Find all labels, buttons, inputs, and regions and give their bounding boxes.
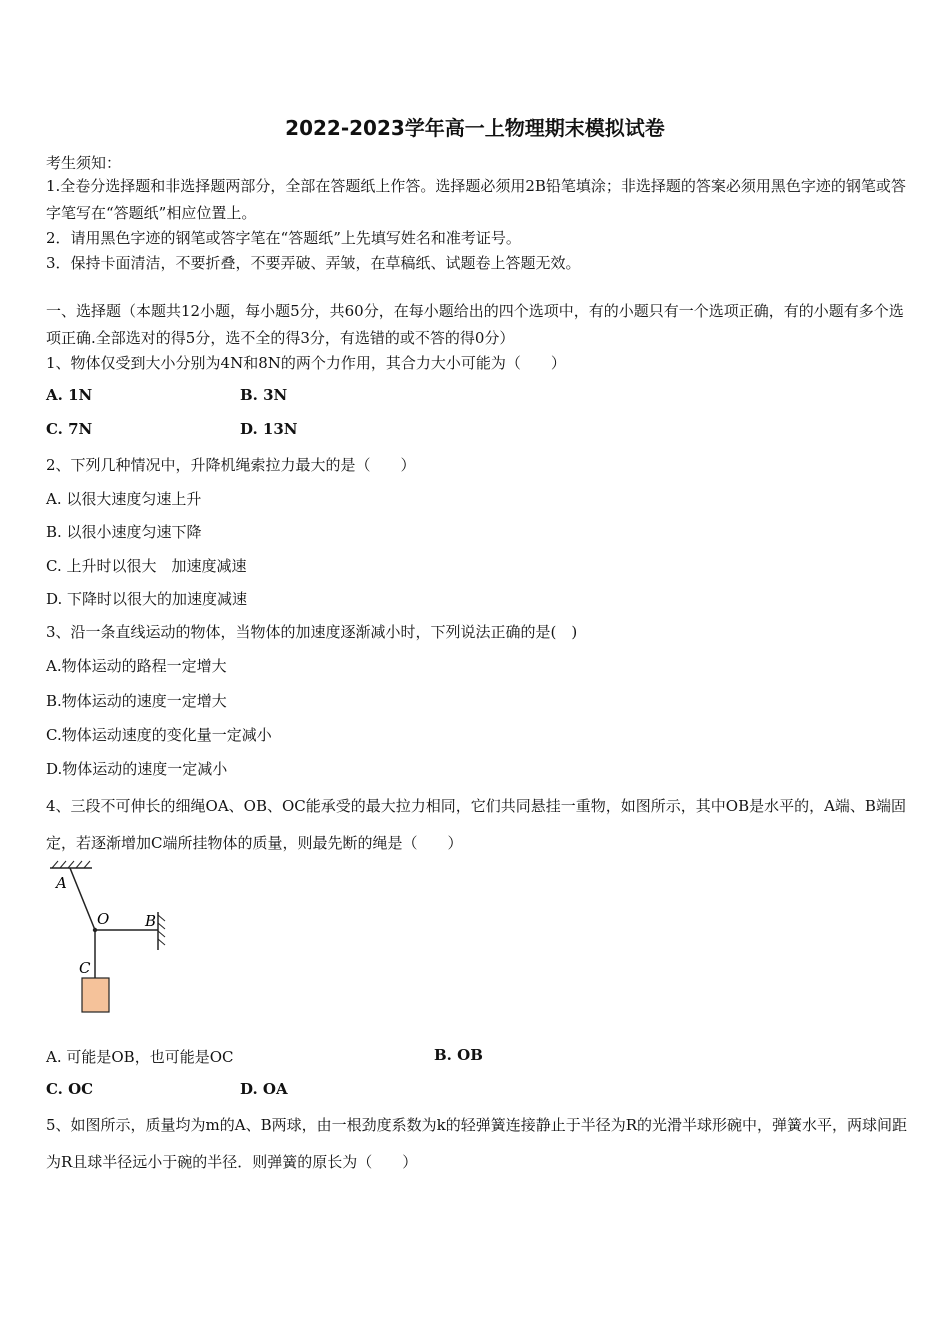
figure-label-b: B xyxy=(145,912,157,930)
figure-label-o: O xyxy=(97,910,110,928)
figure-label-a: A xyxy=(56,874,67,892)
question-3-option-c: C.物体运动速度的变化量一定减小 xyxy=(46,726,272,744)
question-2-stem: 2、下列几种情况中，升降机绳索拉力最大的是（ ） xyxy=(46,456,416,474)
question-3-option-d: D.物体运动的速度一定减小 xyxy=(46,760,228,778)
notice-item-2: 2．请用黑色字迹的钢笔或答字笔在“答题纸”上先填写姓名和准考证号。 xyxy=(46,229,521,247)
question-3-stem: 3、沿一条直线运动的物体，当物体的加速度逐渐减小时，下列说法正确的是( ) xyxy=(46,623,578,641)
question-4-option-b: B. OB xyxy=(434,1046,483,1064)
question-4-option-d: D. OA xyxy=(240,1080,288,1098)
question-1-option-c: C. 7N xyxy=(46,420,93,438)
question-3-option-a: A.物体运动的路程一定增大 xyxy=(46,657,227,675)
question-4-figure xyxy=(40,860,180,1020)
question-1-option-b: B. 3N xyxy=(240,386,288,404)
question-1-option-d: D. 13N xyxy=(240,420,298,438)
section-heading: 一、选择题（本题共12小题，每小题5分，共60分，在每小题给出的四个选项中，有的小题只有一个选项正确，有的小题有多个选项正确.全部选对的得5分，选不全的得3分，有选错的或不答的得0分） xyxy=(46,302,904,347)
notice-heading: 考生须知： xyxy=(46,154,122,172)
question-2-option-a: A. 以很大速度匀速上升 xyxy=(46,490,202,508)
question-1-stem: 1、物体仅受到大小分别为4N和8N的两个力作用，其合力大小可能为（ ） xyxy=(46,354,566,372)
question-4-stem: 4、三段不可伸长的细绳OA、OB、OC能承受的最大拉力相同，它们共同悬挂一重物，如图所示，其中OB是水平的，A端、B端固定，若逐渐增加C端所挂物体的质量，则最先断的绳是（ ） xyxy=(46,797,906,852)
question-3-option-b: B.物体运动的速度一定增大 xyxy=(46,692,227,710)
notice-item-3: 3．保持卡面清洁，不要折叠，不要弄破、弄皱，在草稿纸、试题卷上答题无效。 xyxy=(46,254,581,272)
page-title: 2022-2023学年高一上物理期末模拟试卷 xyxy=(285,116,665,140)
figure-label-c: C xyxy=(79,959,91,977)
question-2-option-d: D. 下降时以很大的加速度减速 xyxy=(46,590,248,608)
question-1-option-a: A. 1N xyxy=(46,386,93,404)
question-4-option-c: C. OC xyxy=(46,1080,94,1098)
question-2-option-b: B. 以很小速度匀速下降 xyxy=(46,523,202,541)
question-5-stem: 5、如图所示，质量均为m的A、B两球，由一根劲度系数为k的轻弹簧连接静止于半径为R的光滑半球形碗中，弹簧水平，两球间距为R且球半径远小于碗的半径．则弹簧的原长为（ ） xyxy=(46,1116,908,1171)
question-4-option-a: A. 可能是OB，也可能是OC xyxy=(46,1048,234,1066)
question-2-option-c: C. 上升时以很大 加速度减速 xyxy=(46,557,247,575)
notice-item-1: 1.全卷分选择题和非选择题两部分，全部在答题纸上作答。选择题必须用2B铅笔填涂；非选择题的答案必须用黑色字迹的钢笔或答字笔写在“答题纸”相应位置上。 xyxy=(46,177,906,222)
hanging-weight xyxy=(82,978,109,1012)
